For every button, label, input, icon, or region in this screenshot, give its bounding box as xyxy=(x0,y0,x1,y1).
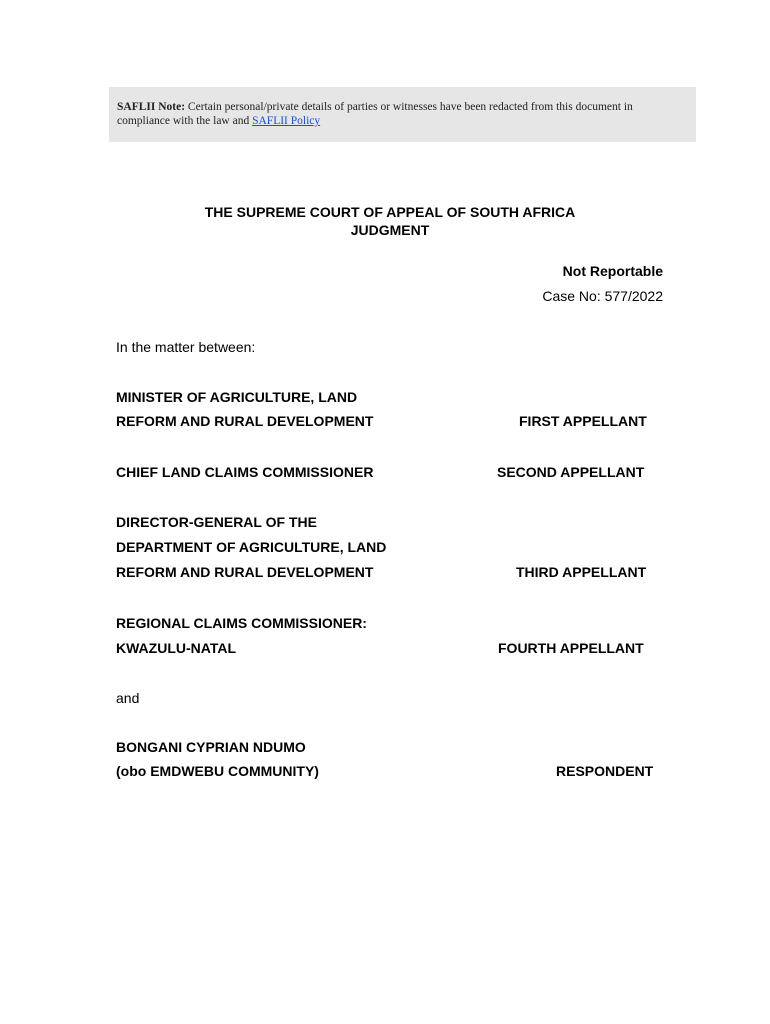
second-appellant-name: CHIEF LAND CLAIMS COMMISSIONER xyxy=(116,464,374,480)
matter-intro: In the matter between: xyxy=(116,339,256,355)
third-appellant-name-line3: REFORM AND RURAL DEVELOPMENT xyxy=(116,564,374,580)
note-label: SAFLII Note: xyxy=(117,101,186,113)
and-separator: and xyxy=(116,690,140,706)
respondent-role: RESPONDENT xyxy=(556,763,654,779)
first-appellant-name-line1: MINISTER OF AGRICULTURE, LAND xyxy=(116,389,358,405)
third-appellant-name-line2: DEPARTMENT OF AGRICULTURE, LAND xyxy=(116,539,387,555)
third-appellant-name-line1: DIRECTOR-GENERAL OF THE xyxy=(116,514,317,530)
saflii-note-box xyxy=(109,87,696,142)
respondent-name-line1: BONGANI CYPRIAN NDUMO xyxy=(116,739,306,755)
first-appellant-name-line2: REFORM AND RURAL DEVELOPMENT xyxy=(116,413,374,429)
case-number: Case No: 577/2022 xyxy=(542,288,663,304)
reportable-status: Not Reportable xyxy=(562,263,663,279)
court-title: THE SUPREME COURT OF APPEAL OF SOUTH AFRICA xyxy=(204,204,576,220)
first-appellant-role: FIRST APPELLANT xyxy=(519,413,647,429)
note-text: Certain personal/private details of parties or witnesses have been redacted from this document in compliance with the law and xyxy=(117,101,633,127)
fourth-appellant-name-line2: KWAZULU-NATAL xyxy=(116,640,237,656)
respondent-name-line2: (obo EMDWEBU COMMUNITY) xyxy=(116,763,319,779)
second-appellant-role: SECOND APPELLANT xyxy=(497,464,645,480)
saflii-policy-link[interactable]: SAFLII Policy xyxy=(252,115,321,127)
fourth-appellant-name-line1: REGIONAL CLAIMS COMMISSIONER: xyxy=(116,615,367,631)
fourth-appellant-role: FOURTH APPELLANT xyxy=(498,640,644,656)
third-appellant-role: THIRD APPELLANT xyxy=(516,564,647,580)
judgment-title: JUDGMENT xyxy=(350,222,430,238)
